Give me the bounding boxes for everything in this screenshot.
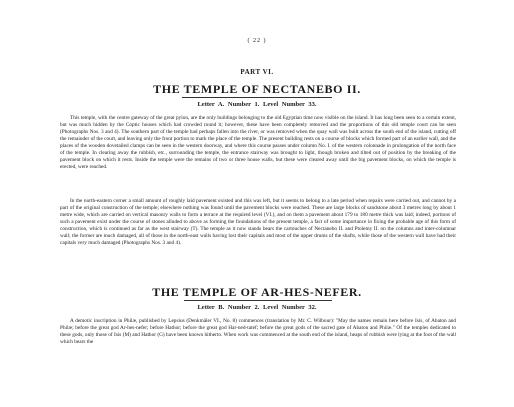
section-title-ar-hes-nefer: THE TEMPLE OF AR-HES-NEFER. — [152, 285, 362, 299]
body-paragraph: This temple, with the centre gateway of the great pylon, are the only buildings belonging to the old Egyptian time now visible on the island. It has long been seen to a certain extent, but was much hidden by the Coptic houses which had crowded round it; however, these have been completely removed and the proportions of this old temple court can be seen (Photographs Nos. 3 and 4). The southern part of the temple had perhaps fallen into the river, or was removed when the quay wall was built across the south end of the island, cutting off the remainder of the court, and leaving only the front portion to mark the place of the temple. The present building rests on a course of blocks which formed part of an earlier wall, and the places of the wooden dovetailed clamps can be seen in the western doorway, and where this course passes under column No. I. of the western colonnade in prolongation of the north face of the temple. In clearing away the rubbish, etc., surrounding the temple, the entrance stairway was brought to light, though broken and tilted out of position by the breaking of the pavement block on which it rests. Inside the temple were the remains of two or three house walls, but these were cleared away until the big pavement blocks, on which the temple is erected, were reached. — [60, 115, 456, 170]
section-subheading-nectanebo: Letter A. Number 1. Level Number 33. — [197, 101, 317, 108]
section-subheading-ar-hes-nefer: Letter B. Number 2. Level Number 32. — [197, 304, 317, 311]
body-paragraph: In the north-eastern corner a small amount of roughly laid pavement existed and this was left, but it seems to belong to a late period when repairs were carried out, and cannot by a part of the original construction of the temple; elsewhere nothing was found until the pavement blocks were reached. These are large blocks of sandstone about 3 metres long by about 1 metre wide, which are carried on vertical masonry walls to form a terrace at the required level (VI.), and on them a pavement about 179 to 180 metre thick was laid; indeed, portions of such a pavement exist under the course of stones alluded to above as forming the foundations of the present temple, a fact of some importance in fixing the probable age of this form of construction, which is continued as far as the west stairway (T). The temple as it now stands bears the cartouches of Nectanebo II. and Ptolemy II. on the columns and inter-columnar wall; the former are much damaged, all of those in the north-east walls having lost their capitals and most of the upper drums of the shafts, while those of the western wall have had their capitals very much damaged (Photographs Nos. 3 and 4). — [60, 198, 456, 246]
section-title-nectanebo: THE TEMPLE OF NECTANEBO II. — [153, 82, 361, 96]
body-paragraph: A demotic inscription in Philæ, published by Lepsius (Denkmäler VI., No. 8) commences (translation by Mr. C. Wilbour): "May the names remain here before Isis, of Abaton and Philæ; before the great god Ar-hes-nefer; before Hathor; before the great god Har-ned-tatef; before the great gods of the sacred gate of Abaton and Philæ." Of the temples dedicated to these gods, only those of Isis (M) and Hathor (G) have been known hitherto. When work was commenced at the south end of the island, heaps of rubbish were lying at the foot of the wall which bears the — [60, 318, 456, 345]
part-heading: PART VI. — [240, 68, 274, 76]
title-underline — [182, 97, 332, 98]
title-underline — [184, 300, 332, 301]
page-number: ( 22 ) — [247, 38, 267, 44]
